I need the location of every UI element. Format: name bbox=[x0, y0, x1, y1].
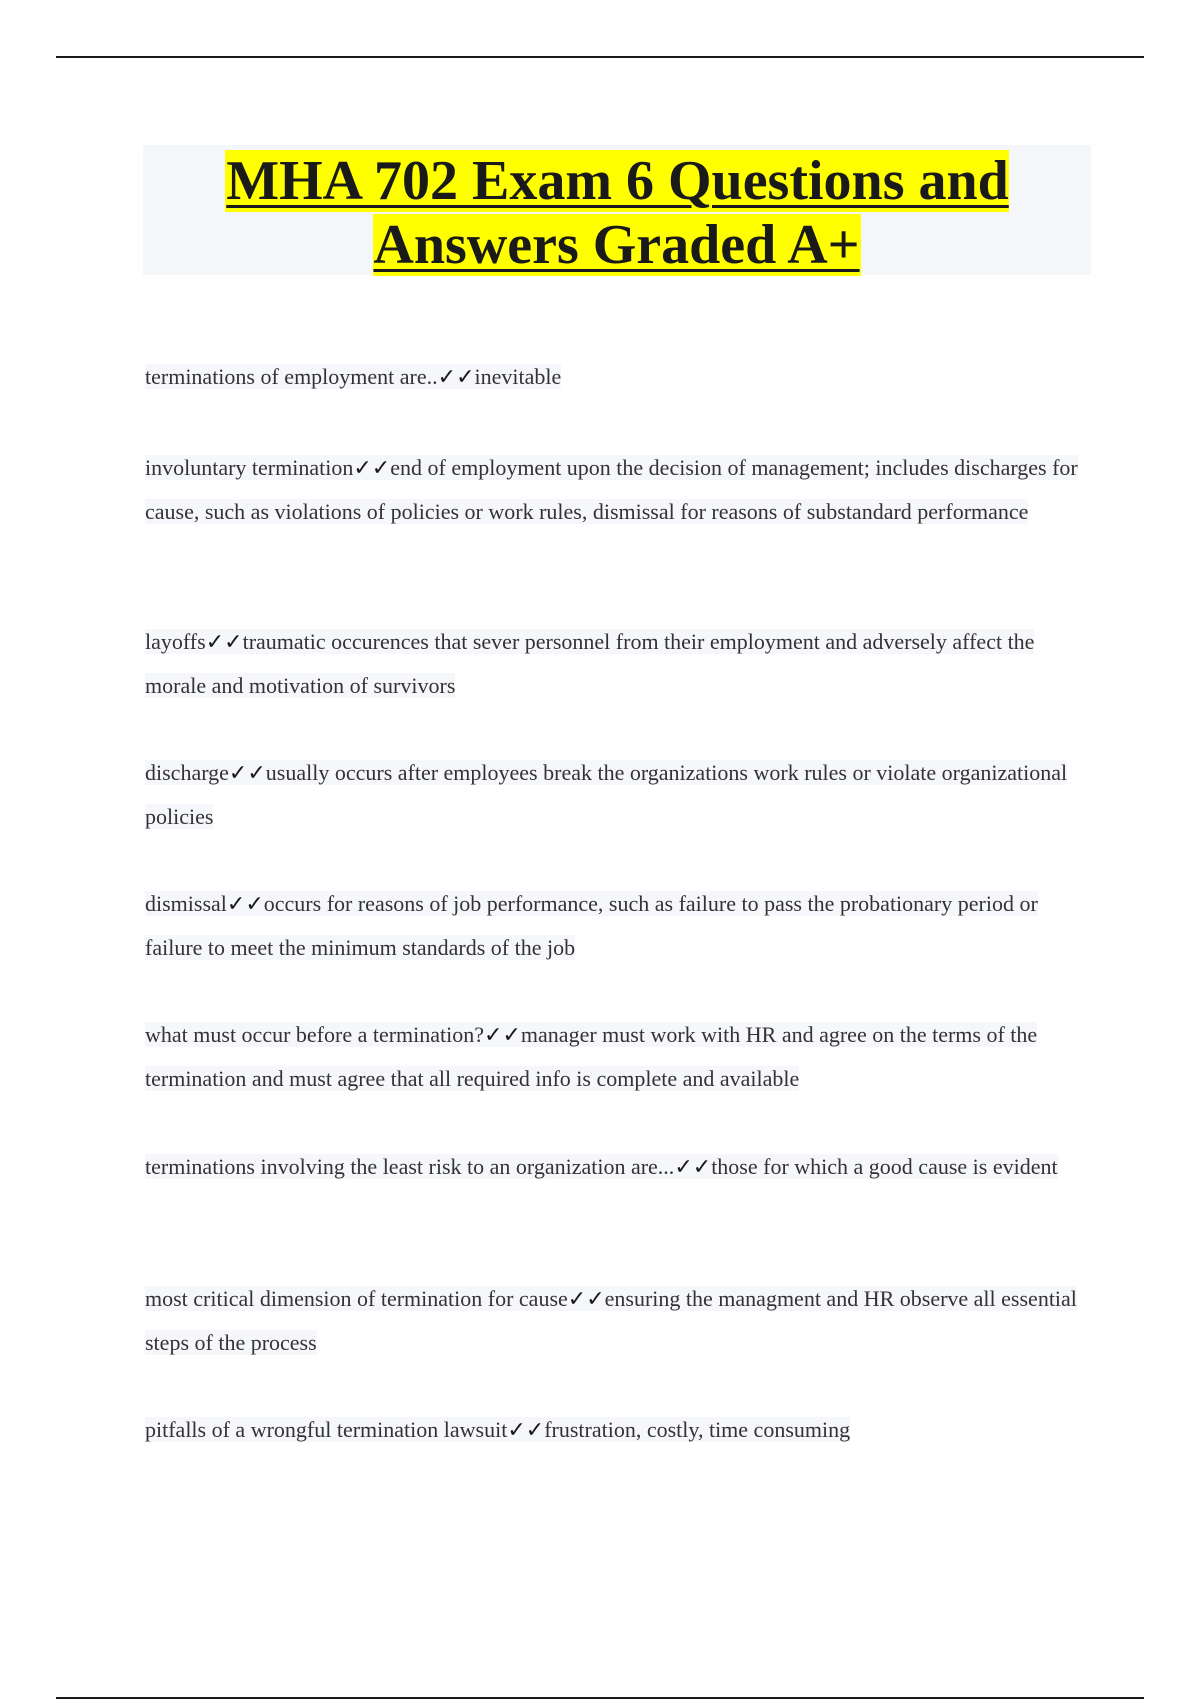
question-text: most critical dimension of termination for cause bbox=[145, 1286, 568, 1311]
question-text: terminations of employment are.. bbox=[145, 364, 438, 389]
qa-item bbox=[145, 446, 1095, 534]
qa-item bbox=[145, 1408, 1095, 1452]
question-text: what must occur before a termination? bbox=[145, 1022, 485, 1047]
answer-text: end of employment upon the decision of management; includes discharges for cause, such as violations of policies or work rules, dismissal for reasons of substandard performance bbox=[145, 455, 1078, 524]
answer-text: frustration, costly, time consuming bbox=[544, 1417, 851, 1442]
question-text: involuntary termination bbox=[145, 455, 354, 480]
double-check-icon: ✓✓ bbox=[437, 364, 475, 389]
qa-item bbox=[145, 355, 1095, 399]
double-check-icon: ✓✓ bbox=[205, 629, 243, 654]
question-text: dismissal bbox=[145, 891, 227, 916]
double-check-icon: ✓✓ bbox=[226, 891, 264, 916]
question-text: terminations involving the least risk to an organization are... bbox=[145, 1154, 675, 1179]
double-check-icon: ✓✓ bbox=[674, 1154, 712, 1179]
answer-text: those for which a good cause is evident bbox=[711, 1154, 1058, 1179]
double-check-icon: ✓✓ bbox=[484, 1022, 521, 1047]
title-block bbox=[143, 145, 1091, 275]
answer-text: usually occurs after employees break the organizations work rules or violate organizational policies bbox=[145, 760, 1068, 829]
double-check-icon: ✓✓ bbox=[507, 1417, 545, 1442]
qa-item bbox=[145, 1145, 1095, 1189]
double-check-icon: ✓✓ bbox=[567, 1286, 605, 1311]
double-check-icon: ✓✓ bbox=[353, 455, 391, 480]
question-text: discharge bbox=[145, 760, 229, 785]
qa-item bbox=[145, 882, 1095, 970]
qa-item bbox=[145, 751, 1095, 839]
question-text: pitfalls of a wrongful termination lawsuit bbox=[145, 1417, 508, 1442]
double-check-icon: ✓✓ bbox=[228, 760, 266, 785]
bottom-rule bbox=[56, 1697, 1144, 1699]
answer-text: manager must work with HR and agree on the terms of the termination and must agree that all required info is complete and available bbox=[145, 1022, 1038, 1091]
qa-item bbox=[145, 620, 1095, 708]
answer-text: traumatic occurences that sever personnel from their employment and adversely affect the morale and motivation of survivors bbox=[145, 629, 1035, 698]
answer-text: ensuring the managment and HR observe all essential steps of the process bbox=[145, 1286, 1077, 1355]
answer-text: occurs for reasons of job performance, such as failure to pass the probationary period or failure to meet the minimum standards of the job bbox=[145, 891, 1038, 960]
qa-item bbox=[145, 1277, 1095, 1365]
top-rule bbox=[56, 56, 1144, 58]
answer-text: inevitable bbox=[474, 364, 562, 389]
page-title: MHA 702 Exam 6 Questions and Answers Graded A+ bbox=[226, 150, 1009, 276]
question-text: layoffs bbox=[145, 629, 206, 654]
qa-item bbox=[145, 1013, 1095, 1101]
